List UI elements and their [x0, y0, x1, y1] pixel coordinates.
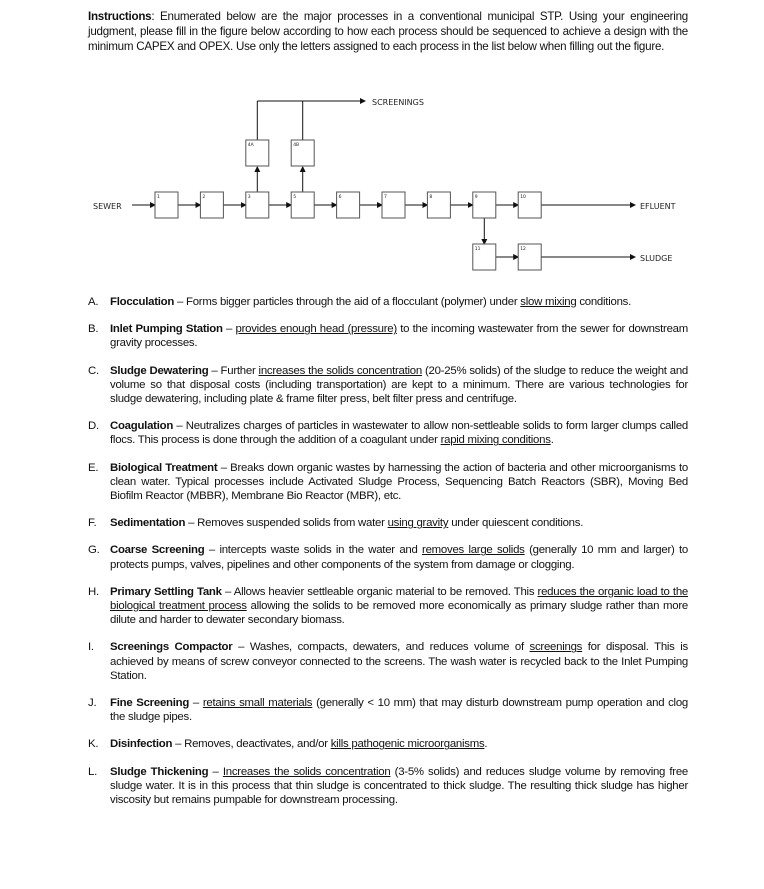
list-item: [88, 364, 688, 407]
underlined-phrase: increases the solids concentration: [258, 364, 422, 377]
item-letter: K.: [88, 738, 99, 751]
process-box-11[interactable]: [473, 244, 496, 270]
box-number: 4A: [247, 143, 254, 148]
sewer-label: SEWER: [93, 202, 122, 211]
item-description: [110, 461, 688, 504]
item-title: Sludge Thickening: [110, 765, 209, 778]
text-segment: – intercepts waste solids in the water and: [204, 544, 423, 557]
underlined-phrase: Increases the solids concentration: [222, 765, 391, 778]
list-item: [88, 543, 688, 571]
item-description: [110, 322, 688, 350]
box-number: 2: [202, 195, 206, 200]
list-item: [88, 322, 688, 350]
text-segment: – Further: [208, 364, 259, 377]
text-segment: – Neutralizes charges of particles in wastewater to allow non-settleable solids to form larger clumps called flocs. This process is done through the addition of a coagulant under: [110, 420, 688, 447]
text-segment: – Breaks down organic wastes by harnessing the action of bacteria and other microorganisms to clean water. Typical processes include Activated Sludge Process, Sequencing Batch Reactors (SBR), Moving Bed Biofilm Reactor (MBBR), Membrane Bio Reactor (MBR), etc.: [110, 461, 688, 503]
box-number: 9: [474, 195, 478, 200]
item-title: Coagulation: [110, 420, 174, 433]
item-letter: L.: [88, 765, 97, 778]
process-box-4A[interactable]: [246, 140, 269, 166]
item-description: [110, 364, 688, 407]
item-letter: B.: [88, 323, 99, 336]
list-item: [88, 765, 688, 808]
text-segment: – Washes, compacts, dewaters, and reduces volume of: [232, 641, 530, 654]
process-flow-diagram: [0, 0, 764, 290]
text-segment: –: [222, 323, 236, 336]
text-segment: .: [550, 434, 554, 447]
underlined-phrase: kills pathogenic microorganisms: [330, 738, 485, 751]
text-segment: – Allows heavier settleable organic material to be removed. This: [221, 585, 538, 598]
item-letter: G.: [88, 544, 100, 557]
box-number: 6: [338, 195, 342, 200]
item-title: Biological Treatment: [110, 461, 218, 474]
list-item: [88, 516, 688, 530]
process-box-12[interactable]: [518, 244, 541, 270]
box-number: 1: [157, 195, 160, 200]
process-box-3[interactable]: [246, 192, 269, 218]
list-item: [88, 640, 688, 683]
item-title: Primary Settling Tank: [110, 585, 222, 598]
item-title: Inlet Pumping Station: [110, 323, 223, 336]
process-box-6[interactable]: [337, 192, 360, 218]
item-description: [110, 737, 688, 751]
sludge-label: SLUDGE: [640, 254, 673, 263]
instructions-label: Instructions: [88, 10, 152, 23]
box-number: 8: [429, 195, 433, 200]
text-segment: allowing the solids to be removed more economically as primary sludge rather than more dilute and harder to dewater secondary biomass.: [110, 600, 688, 627]
underlined-phrase: provides enough head (pressure): [235, 323, 397, 336]
box-number: 11: [474, 247, 481, 252]
item-letter: F.: [88, 517, 97, 530]
item-description: [110, 516, 688, 530]
list-item: [88, 737, 688, 751]
item-letter: I.: [88, 641, 94, 654]
process-box-1[interactable]: [155, 192, 178, 218]
text-segment: conditions.: [576, 296, 632, 308]
item-letter: C.: [88, 364, 99, 377]
text-segment: –: [189, 697, 203, 710]
item-description: [110, 419, 688, 447]
text-segment: (generally < 10 mm) that may disturb downstream pump operation and clog the sludge pipes.: [110, 697, 689, 724]
process-box-5[interactable]: [291, 192, 314, 218]
box-number: 3: [247, 195, 251, 200]
box-number: 7: [384, 195, 387, 200]
process-list: [88, 295, 688, 820]
underlined-phrase: using gravity: [387, 517, 449, 530]
box-number: 10: [520, 195, 526, 200]
screenings-label: SCREENINGS: [372, 98, 424, 107]
list-item: [88, 696, 688, 724]
instructions-text: : Enumerated below are the major processes in a conventional municipal STP. Using your engineering judgment, please fill in the figure below according to how each process should be sequenced to achieve a design with the minimum CAPEX and OPEX. Use only the letters assigned to each process in the list below when filling out the figure.: [88, 10, 688, 53]
underlined-phrase: rapid mixing conditions: [440, 434, 551, 447]
list-item: [88, 419, 688, 447]
item-title: Sludge Dewatering: [110, 364, 209, 377]
item-description: [110, 295, 688, 309]
item-title: Screenings Compactor: [110, 641, 233, 654]
item-title: Sedimentation: [110, 517, 186, 530]
text-segment: under quiescent conditions.: [448, 517, 584, 530]
box-number: 12: [520, 247, 526, 252]
underlined-phrase: reduces the organic load to the biological treatment process: [110, 585, 688, 613]
text-segment: (3-5% solids) and reduces sludge volume by removing free sludge water. It is in this process that thin sludge is concentrated to thick sludge. The resulting thick sludge has higher viscosity but remains pumpable for downstream processing.: [110, 765, 688, 807]
item-title: Disinfection: [110, 738, 173, 751]
list-item: [88, 585, 688, 628]
text-segment: – Removes suspended solids from water: [185, 517, 388, 530]
text-segment: to the incoming wastewater from the sewer for downstream gravity processes.: [110, 323, 688, 350]
text-segment: –: [208, 765, 223, 778]
box-number: 4B: [293, 143, 300, 148]
item-description: [110, 543, 688, 571]
text-segment: – Removes, deactivates, and/or: [172, 738, 331, 751]
process-box-8[interactable]: [427, 192, 450, 218]
item-title: Flocculation: [110, 296, 175, 308]
underlined-phrase: retains small materials: [202, 697, 313, 710]
item-description: [110, 696, 688, 724]
item-description: [110, 640, 688, 683]
process-box-9[interactable]: [473, 192, 496, 218]
item-letter: A.: [88, 296, 99, 308]
item-title: Coarse Screening: [110, 544, 205, 557]
item-title: Fine Screening: [110, 697, 190, 710]
item-letter: H.: [88, 585, 99, 598]
text-segment: for disposal. This is achieved by means of screw conveyor connected to the screens. The wash water is recycled back to the Inlet Pumping Station.: [110, 641, 689, 682]
flow-arrows: [132, 101, 635, 257]
text-segment: (generally 10 mm and larger) to protects pumps, valves, pipelines and other components of the system from damage or clogging.: [110, 544, 689, 571]
underlined-phrase: removes large solids: [422, 544, 525, 557]
process-box-10[interactable]: [518, 192, 541, 218]
process-boxes: [155, 140, 541, 270]
text-segment: – Forms bigger particles through the aid of a flocculant (polymer) under: [174, 296, 521, 308]
underlined-phrase: screenings: [529, 641, 583, 654]
text-segment: (20-25% solids) of the sludge to reduce the weight and volume so that disposal costs (including transportation) are kept to a minimum. There are various technologies for sludge dewatering, including plate & frame filter press, belt filter press and centrifuge.: [110, 364, 688, 406]
item-letter: E.: [88, 461, 99, 474]
list-item: [88, 461, 688, 504]
list-item: [88, 295, 688, 309]
process-box-4B[interactable]: [291, 140, 314, 166]
box-number: 5: [293, 195, 297, 200]
item-letter: D.: [88, 420, 99, 433]
item-description: [110, 765, 688, 808]
item-description: [110, 585, 688, 628]
process-box-7[interactable]: [382, 192, 405, 218]
item-letter: J.: [88, 697, 97, 710]
text-segment: .: [484, 738, 488, 751]
process-box-2[interactable]: [200, 192, 223, 218]
underlined-phrase: slow mixing: [520, 296, 577, 308]
effluent-label: EFLUENT: [640, 202, 676, 211]
